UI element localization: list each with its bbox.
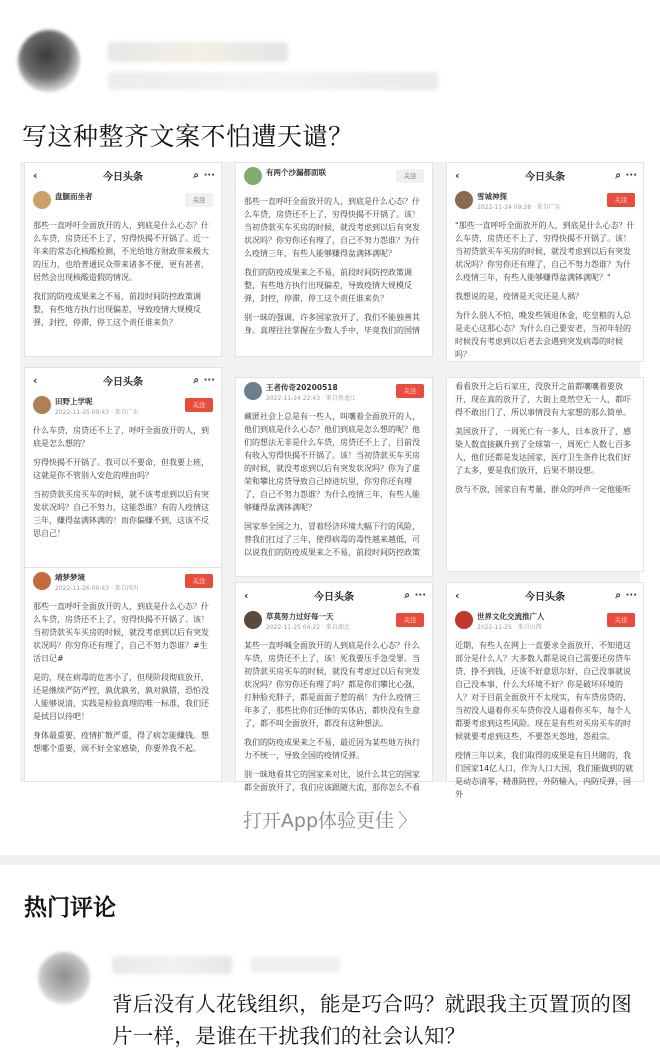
card-paragraph: 身体最重要，疫情扩散严重，得了病怎能赚钱。想想哪个重要，闹不好全家感染，你要养我不起。 [33,731,209,753]
card-body [25,217,221,329]
card-paragraph: 放与不放，国家自有考量，群众的呼声一定他能听 [455,485,631,494]
screenshot-card[interactable] [24,162,222,357]
card-paragraph: 我想说的是，疫情是天灾还是人祸？ [455,292,583,301]
card-paragraph: 什么车贷，房贷还不上了，呼吁全面放开的人，到底是怎么想的？ [33,426,209,448]
search-icon[interactable]: ⌕ [615,169,621,181]
card-user-avatar[interactable] [455,191,473,209]
card-user-avatar[interactable] [33,396,51,414]
card-user-meta: 2022-11-26 00:43 · 来自四川 [55,585,139,592]
section-divider [0,855,660,865]
card-header-title: 今日头条 [525,591,565,603]
search-icon[interactable]: ⌕ [615,589,621,601]
card-user-name[interactable]: 草莫努力过好每一天 [266,612,334,621]
card-user-avatar[interactable] [33,191,51,209]
card-paragraph: "那些一直呼吁全面放开的人，到底是什么心态？什么车贷，房贷还不上了，穷得快揭不开锅了。该！当初贷款买车买房的时候，就没考虑到以后有突发状况吗？你穷你还有理了，自己不努力怨谁？为什么疫情三年，有些人能够赚得盆满钵满呢？" [455,221,635,282]
card-user-row [25,568,221,598]
back-icon[interactable]: ‹ [33,168,38,182]
commenter-meta-blurred [250,957,340,973]
follow-button[interactable]: 关注 [396,384,424,398]
chevron-right-icon: 〉 [398,810,418,832]
card-body [236,637,432,794]
card-user-meta: 2022-11-25 09:43 · 来自广东 [55,409,139,416]
card-paragraph: 当初贷款买房买车的时候，就不该考虑到以后有突发状况吗？自己不努力，这能怨谁？有的人疫情这三年，赚得盆满钵满的！而你偏赚不到，这该不反思自己！ [33,490,209,538]
card-user-row [447,607,643,637]
follow-button[interactable]: 关注 [185,193,213,207]
author-avatar[interactable] [18,30,80,92]
follow-button[interactable]: 关注 [607,613,635,627]
more-icon[interactable]: ··· [203,374,215,386]
card-body [236,193,432,337]
card-body [236,408,432,559]
card-body [447,217,643,361]
search-icon[interactable]: ⌕ [404,589,410,601]
card-user-row [236,607,432,637]
card-user-avatar[interactable] [244,611,262,629]
card-header-title: 今日头条 [314,591,354,603]
card-body [447,637,643,801]
post-author-row [0,0,660,108]
more-icon[interactable]: ··· [203,169,215,181]
screenshot-card[interactable] [235,162,433,357]
open-app-button[interactable] [0,806,660,833]
post-title: 写这种整齐文案不怕遭天谴？ [22,122,354,151]
card-paragraph: 别一昧的强调，许多国家放开了，我们不能独善其身。真理往往掌握在少数人手中，毕竟我们的国情 [244,313,420,335]
follow-button[interactable]: 关注 [396,613,424,627]
card-user-avatar[interactable] [33,572,51,590]
card-user-name[interactable]: 王者传奇20200518 [266,383,338,392]
author-name-blurred[interactable] [108,42,288,62]
card-paragraph: 别一昧地看其它的国家来对比，说什么其它的国家都全面放开了，我们应该跟随大流，那你怎么不看 [244,770,420,792]
back-icon[interactable]: ‹ [455,168,460,182]
card-user-name[interactable]: 盘腿而坐者 [55,192,93,201]
card-user-row [447,187,643,217]
card-user-meta: 2022-11-25 04:22 · 来自湖北 [266,624,350,631]
card-paragraph: 为什么别人不怕，晚发些领退休金，吃皇粮的人总是走心这那心态？为什么自己要安老，当初年轻的时候没有考虑到以后老去会遇到突发病毒的时候吗？ [455,311,631,359]
card-paragraph: 我们的防疫成果来之不易，前段时间防控政策调整，有些地方执行出现偏差，导致疫情大规模反弹，封控，停滞，停工这个责任谁来负？ [244,268,412,303]
card-paragraph: 某些一直呼喊全面放开的人到底是什么心态？什么车贷，房贷还不上了，该！死我要压手急受罪。当初贷款买房买车的时候，就没有考虑过以后有突发状况吗？你穷你还有理了吗？都是你们攀比心强，打肿脸充胖子，都是面面子惹的祸！为什么疫情三年多了，那些比你们还惨的实体店，都快没有生意了，都不叫全面放开，都没有这种想法。 [244,641,420,728]
card-user-meta: 2022-11-25 · 来自山西 [477,624,542,631]
card-paragraph: 美国放开了，一周死亡有一多人，日本放开了，感染人数直接飙升到了全球第一，周死亡人数七百多人，他们还都是发达国家，医疗卫生条件比我们好了太多，要是我们放开，后果不堪设想。 [455,427,631,475]
back-icon[interactable]: ‹ [244,588,249,602]
back-icon[interactable]: ‹ [455,588,460,602]
card-paragraph: 国家举全国之力，冒着经济环境大幅下行的风险，替我们扛过了三年，使得病毒的毒性越来越低，可以说我们的防疫成果来之不易，前段时间防控政策 [244,522,420,557]
screenshot-card[interactable] [24,367,222,577]
card-paragraph: 那些一直呼吁全面放开的人，到底是什么心态？什么车贷，房贷还不上了，穷得快揭不开锅了。该！当初贷款买车买房的时候，就没考虑到以后有突发状况吗？你穷你还有理了，自己不努力怨谁？#生活日记# [33,602,209,663]
more-icon[interactable]: ··· [414,589,426,601]
card-user-avatar[interactable] [455,611,473,629]
screenshot-card[interactable] [446,162,644,362]
back-icon[interactable]: ‹ [33,373,38,387]
follow-button[interactable]: 关注 [607,193,635,207]
card-header-title: 今日头条 [525,171,565,183]
card-paragraph: 藏匿社会上总是有一些人，叫嚷着全面放开的人，他们到底是什么心态？他们到底是怎么想的呢？他们的想法无非是什么车贷，房贷还不上了，目前没有收入穷得快揭不开锅了。该！当初贷款买车买房的时候，就没考虑到以后有突发状况吗？你为了虚荣和攀比房贷导致自己掉进坑里，你穷你还有理了，自己不努力怨谁？为什么疫情三年，有些人能够赚得盆满钵满呢？ [244,412,420,512]
card-paragraph: 我们的防疫成果来之不易，最近因为某些地方执行力不统一，导致全国的疫情反弹。 [244,738,420,760]
follow-button[interactable]: 关注 [185,398,213,412]
card-user-name[interactable]: 雪城神探 [477,192,507,201]
more-icon[interactable]: ··· [625,589,637,601]
card-user-row [236,163,432,193]
screenshot-card[interactable] [446,582,644,799]
card-header [447,583,643,607]
screenshot-card[interactable] [235,377,433,577]
card-user-row [25,392,221,422]
more-icon[interactable]: ··· [625,169,637,181]
search-icon[interactable]: ⌕ [193,374,199,386]
screenshot-card[interactable] [24,567,222,782]
card-header [25,368,221,392]
card-body [25,422,221,540]
card-body [447,378,643,496]
card-paragraph: 疫情三年以来，我们取得的成果是有目共睹的，我们国家14亿人口，作为人口大国，我们能做到的就是动态清零，精准防控，外防输入，内防反弹，国外 [455,751,634,799]
card-header-title: 今日头条 [103,171,143,183]
search-icon[interactable]: ⌕ [193,169,199,181]
card-header [236,583,432,607]
card-paragraph: 那些一直呼吁全面放开的人，到底是什么心态？什么车贷，房贷还不上了，穷得快揭不开锅了。近一年来的常态化核酸检测，不光给地方财政带来极大的压力，也给普通民众带来诸多不便，更有甚者，居然会出现核酸造假的情况。 [33,221,209,282]
card-paragraph: 穷得快揭不开锅了。我可以不要命，但我要上班，这就是你不管别人安危的理由吗？ [33,458,209,480]
card-paragraph: 是的，现在病毒的危害小了，但现阶段彻底放开，还是继续严防严控，孰优孰劣，孰对孰错，恐怕没人能够说清，实践是检验真理的唯一标准，我们还是拭目以待吧！ [33,673,209,721]
screenshot-collage[interactable] [20,162,640,799]
card-user-name[interactable]: 有两个沙漏都面联 [266,168,326,177]
card-user-name[interactable]: 靖梦梦境 [55,573,85,582]
card-user-row [25,187,221,217]
card-header [25,163,221,187]
card-user-row [236,378,432,408]
card-paragraph: 看看放开之后石家庄，没放开之前都嚷嚷着要放开，现在真的放开了，大街上竟然空无一人，都吓得不敢出门了，所以事情没有大家想的那么简单。 [455,382,631,417]
screenshot-card[interactable] [235,582,433,792]
follow-button[interactable]: 关注 [396,169,424,183]
card-header-title: 今日头条 [103,376,143,388]
card-user-meta: 2022-11-24 09:28 · 来自广东 [477,204,561,211]
card-paragraph: 那些一直呼吁全面放开的人，到底是什么心态？什么车贷，房贷还不上了，穷得快揭不开锅了。该！当初贷款买车买房的时候，就没考虑到以后有突发状况吗？你穷你还有理了，自己不努力怨谁？为什么疫情三年，有些人能够赚得盆满钵满呢？ [244,197,420,258]
screenshot-card[interactable] [446,377,644,572]
card-body [25,598,221,755]
card-user-name[interactable]: 世界文化交流推广人 [477,612,545,621]
card-paragraph: 我们的防疫成果来之不易，前段时间防控政策调整，有些地方执行出现偏差，导致疫情大规模反弹，封控，停滞，停工这个责任谁来负？ [33,292,201,327]
follow-button[interactable]: 关注 [185,574,213,588]
card-user-meta: 2022-11-24 22:43 · 来自黑龙江 [266,395,356,402]
hot-comments-title: 热门评论 [24,895,116,921]
commenter-name-blurred[interactable] [112,956,232,974]
author-meta-blurred [108,72,438,90]
open-app-label: 打开App体验更佳 [242,810,395,832]
comment-text: 背后没有人花钱组织，能是巧合吗？就跟我主页置顶的图片一样，是谁在干扰我们的社会认知？ [112,992,632,1048]
commenter-avatar[interactable] [38,952,90,1004]
card-header [447,163,643,187]
card-user-name[interactable]: 田野上学呢 [55,397,93,406]
card-user-avatar[interactable] [244,167,262,185]
card-user-avatar[interactable] [244,382,262,400]
card-paragraph: 近期，有些人在网上一直要求全面放开，不知道这部分是什么人？大多数人都是说自己需要还房贷车贷，挣不到钱，还该不好意思尔好，自己没事就说自己没本事，什么大环境不好？你是破坏环境的人？对于目前全面放开不太现实，有车贷房贷的，当初没人逼着你买车贷你没人逼着你买车，每个人都要考虑到这些风险。现在是有些对买房买车的时候就要考虑到这些，不要怨天怨地，怨祖宗。 [455,641,631,741]
